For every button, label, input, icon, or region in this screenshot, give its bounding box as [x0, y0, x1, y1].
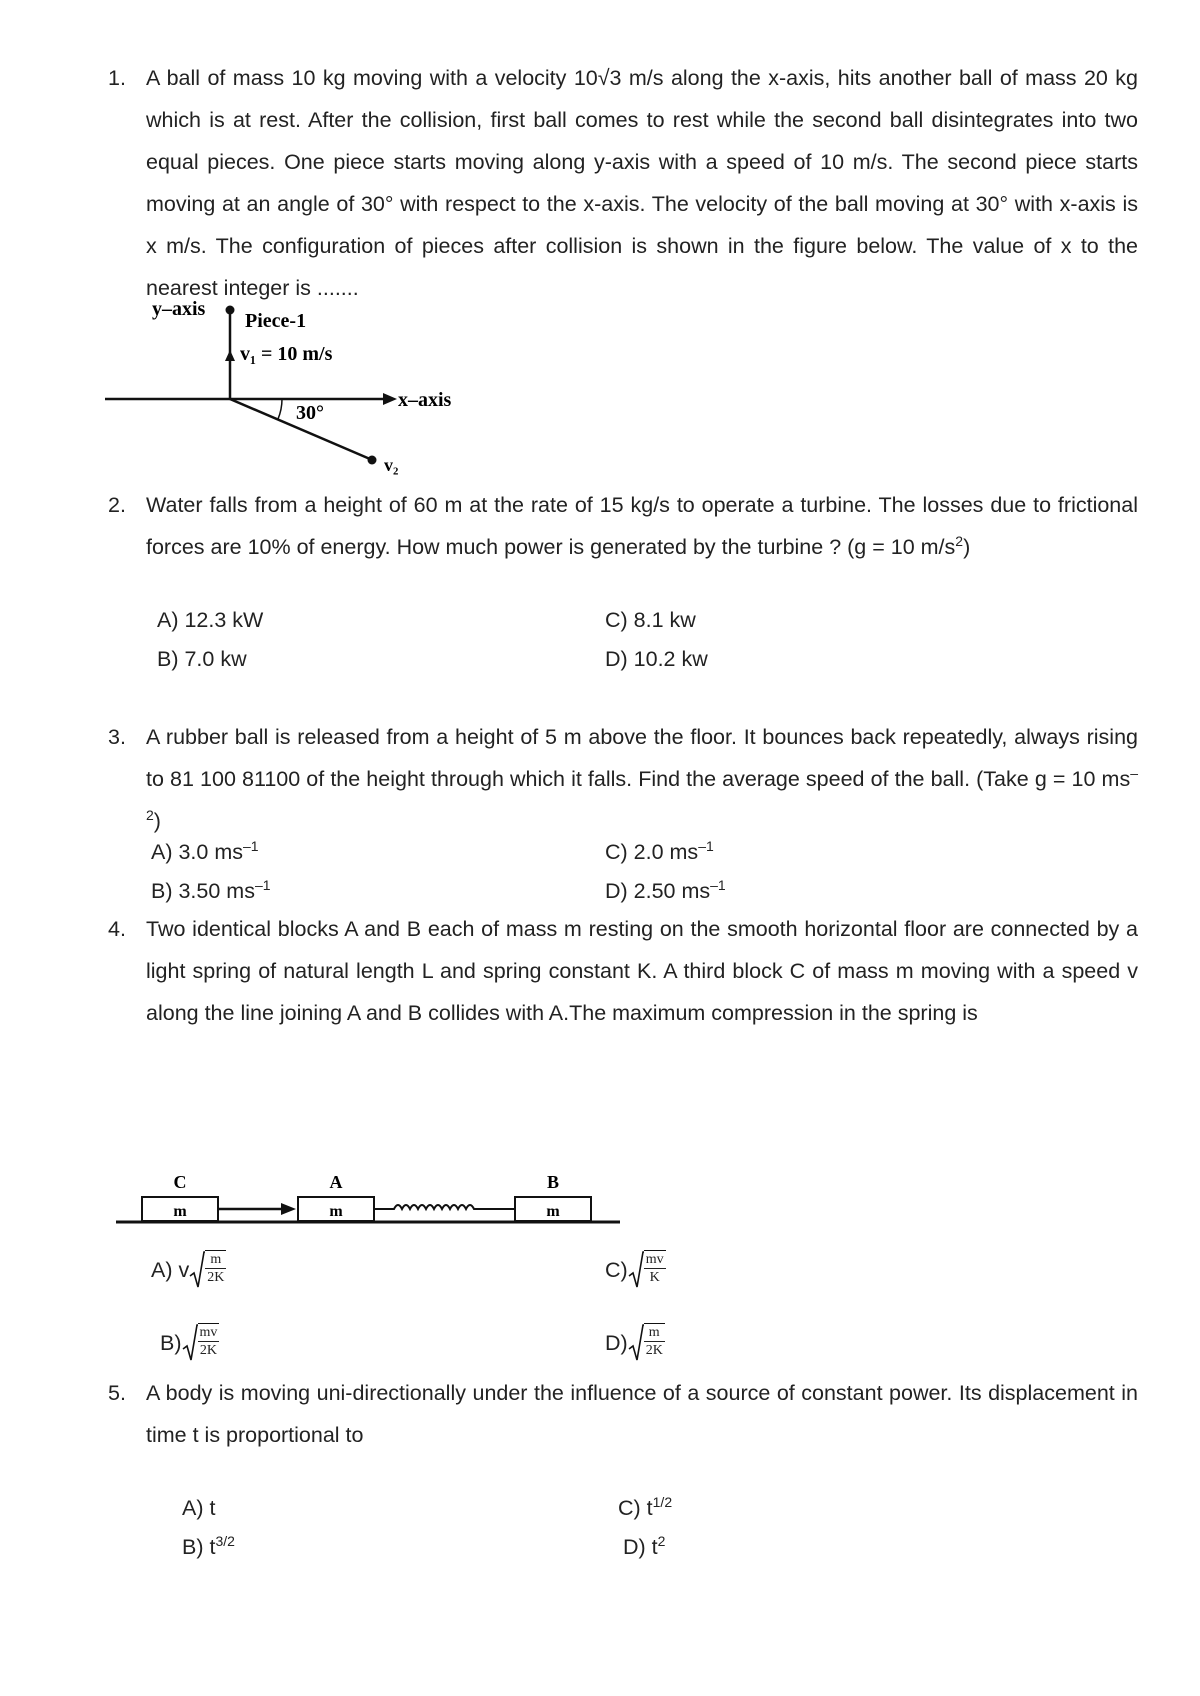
denominator: 2K — [207, 1270, 225, 1285]
angle-label: 30° — [296, 402, 324, 424]
option-b[interactable] — [151, 870, 271, 912]
radical-icon — [628, 1323, 644, 1363]
option-a[interactable] — [151, 1250, 226, 1290]
option-b-text: B) 3.50 ms — [151, 879, 255, 903]
option-c[interactable] — [618, 1487, 672, 1529]
option-c-label: C) — [605, 1257, 628, 1282]
option-d[interactable] — [605, 1323, 665, 1363]
numerator: m — [205, 1251, 226, 1269]
question-text: A body is moving uni-directionally under the influence of a source of constant power. Its displacement in time t is proportional to — [146, 1381, 1138, 1447]
option-b-text: B) t — [182, 1535, 216, 1559]
option-b-sup: –1 — [254, 876, 271, 893]
question-text: Two identical blocks A and B each of mass m resting on the smooth horizontal floor are connected by a light spring of natural length L and spring constant K. A third block C of mass m moving with a speed v along the line joining A and B collides with A.The maximum compression in the spring is — [146, 917, 1138, 1025]
option-d-text: D) 2.50 ms — [605, 879, 711, 903]
question-text — [146, 484, 1138, 568]
question-3 — [108, 716, 1138, 842]
v1-arrow-icon — [225, 350, 235, 361]
option-b[interactable] — [182, 1526, 235, 1568]
question-text-sup: 2 — [955, 532, 964, 549]
question-1 — [108, 57, 1138, 309]
option-c[interactable] — [605, 1250, 666, 1290]
option-d-text: D) t — [623, 1535, 658, 1559]
option-c[interactable] — [605, 831, 714, 873]
block-a-label: A — [329, 1172, 343, 1192]
option-b[interactable] — [160, 1323, 219, 1363]
block-c-mass: m — [173, 1203, 187, 1220]
option-a[interactable]: A) t — [182, 1496, 216, 1520]
y-axis-label: y–axis — [152, 298, 206, 320]
option-d-sup: –1 — [710, 876, 726, 893]
v2-label: v₂ — [384, 455, 399, 475]
denominator: K — [649, 1270, 660, 1285]
question-2 — [108, 484, 1138, 568]
question-number: 2. — [108, 493, 126, 517]
v2-dot — [368, 456, 377, 465]
option-c-text: C) 2.0 ms — [605, 840, 699, 864]
option-a-sup: –1 — [243, 837, 259, 854]
question-text-main: A rubber ball is released from a height of 5 m above the floor. It bounces back repeatedly, always rising to 81 100 81100 of the height through which it falls. Find the average speed of the ball. (Take g = 10 ms — [146, 725, 1138, 791]
option-b-fraction — [198, 1323, 220, 1359]
block-b-mass: m — [546, 1203, 560, 1220]
option-c[interactable]: C) 8.1 kw — [605, 608, 696, 632]
option-a-text: A) 3.0 ms — [151, 840, 243, 864]
question-text-sup: –2 — [146, 764, 1138, 823]
question-4 — [108, 908, 1138, 1034]
piece-1-label: Piece-1 — [245, 310, 307, 332]
question-number: 3. — [108, 725, 126, 749]
block-c-label: C — [173, 1172, 187, 1192]
x-axis-arrow-icon — [383, 393, 397, 405]
spring-icon — [374, 1205, 515, 1209]
question-number: 4. — [108, 917, 126, 941]
question-5 — [108, 1372, 1138, 1456]
option-b-sup: 3/2 — [215, 1532, 235, 1549]
block-a-mass: m — [329, 1203, 343, 1220]
radical-icon — [189, 1250, 205, 1290]
radical-icon — [628, 1250, 644, 1290]
question-number: 1. — [108, 66, 126, 90]
denominator: 2K — [645, 1343, 663, 1358]
numerator: m — [644, 1324, 665, 1342]
x-axis-label: x–axis — [398, 389, 452, 411]
option-b-label: B) — [160, 1330, 182, 1355]
block-b-label: B — [546, 1172, 560, 1192]
option-c-sup: 1/2 — [652, 1493, 673, 1510]
question-text — [146, 716, 1138, 842]
option-a[interactable] — [151, 831, 259, 873]
question-number: 5. — [108, 1381, 126, 1405]
numerator: mv — [645, 1252, 664, 1267]
option-d-sup: 2 — [657, 1532, 666, 1549]
option-a-fraction — [205, 1250, 226, 1286]
option-a[interactable]: A) 12.3 kW — [157, 608, 264, 632]
question-text-end: ) — [153, 809, 161, 833]
option-d-label: D) — [605, 1330, 628, 1355]
collision-figure — [100, 295, 500, 485]
spring-blocks-figure — [110, 1168, 630, 1228]
question-text: A ball of mass 10 kg moving with a velocity 10√3 m/s along the x-axis, hits another ball of mass 20 kg which is at rest. After the collision, first ball comes to rest while the second ball disintegrates into two equal pieces. One piece starts moving along y-axis with a speed of 10 m/s. The second piece starts moving at an angle of 30° with respect to the x-axis. The velocity of the ball moving at 30° with x-axis is x m/s. The configuration of pieces after collision is shown in the figure below. The value of x to the nearest integer is ....... — [146, 66, 1138, 300]
option-d[interactable] — [623, 1526, 665, 1568]
option-b[interactable]: B) 7.0 kw — [157, 647, 247, 671]
option-c-text: C) t — [618, 1496, 653, 1520]
question-text-main: Water falls from a height of 60 m at the rate of 15 kg/s to operate a turbine. The losses due to frictional forces are 10% of energy. How much power is generated by the turbine ? (g = 10 m/s — [146, 493, 1138, 559]
denominator: 2K — [199, 1343, 217, 1358]
option-d-fraction — [644, 1323, 665, 1359]
option-d[interactable] — [605, 870, 726, 912]
angle-arc — [278, 399, 282, 419]
radical-icon — [182, 1323, 198, 1363]
velocity-arrow-icon — [281, 1203, 296, 1215]
numerator: mv — [199, 1325, 218, 1340]
option-d[interactable]: D) 10.2 kw — [605, 647, 708, 671]
piece-1-dot — [226, 306, 235, 315]
option-a-label: A) v — [151, 1257, 190, 1282]
question-text-end: ) — [963, 535, 971, 559]
v1-label: v₁ = 10 m/s — [240, 343, 333, 365]
option-c-fraction — [644, 1250, 666, 1286]
option-c-sup: –1 — [698, 837, 714, 854]
